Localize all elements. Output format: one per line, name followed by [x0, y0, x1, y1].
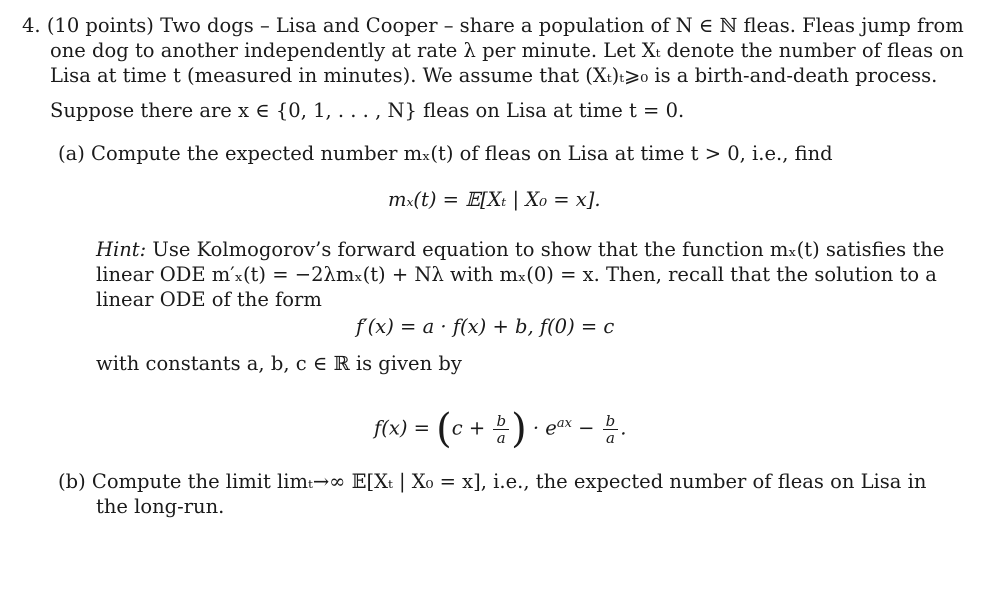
solution-minus: −: [578, 416, 595, 440]
solution-exp-base: · e: [532, 416, 557, 440]
hint-line-3: linear ODE of the form: [96, 288, 322, 311]
solution-exponent: ax: [556, 416, 572, 431]
solution-equation: [374, 402, 626, 451]
intro-line-3: Lisa at time t (measured in minutes). We assume that (Xₜ)ₜ⩾₀ is a birth-and-death process.: [50, 64, 938, 87]
suppose-line: Suppose there are x ∈ {0, 1, . . . , N} fleas on Lisa at time t = 0.: [50, 99, 685, 122]
part-b-label: (b): [58, 470, 86, 493]
right-paren: ): [511, 406, 527, 452]
part-b-text-1: Compute the limit limₜ→∞ 𝔼[Xₜ | X₀ = x], i.e., the expected number of fleas on Lisa in: [91, 470, 927, 493]
fraction-b-over-a: [493, 413, 509, 446]
fraction-denominator-2: a: [605, 428, 615, 447]
fraction-b-over-a-2: [603, 413, 619, 446]
solution-c: c +: [451, 416, 486, 440]
part-b-line-2: the long-run.: [96, 495, 225, 518]
solution-lhs: f(x) =: [374, 416, 430, 440]
left-paren: (: [436, 406, 452, 452]
expectation-equation: mₓ(t) = 𝔼[Xₜ | X₀ = x].: [388, 188, 601, 211]
solution-period: .: [620, 416, 627, 440]
intro-line-2: one dog to another independently at rate λ per minute. Let Xₜ denote the number of fleas on: [50, 39, 964, 62]
fraction-numerator-2: b: [603, 413, 619, 430]
intro-text-1: Two dogs – Lisa and Cooper – share a population of N ∈ ℕ fleas. Fleas jump from: [160, 14, 964, 37]
problem-number: 4.: [22, 14, 41, 37]
intro-line-1: [22, 14, 964, 38]
hint-label: Hint:: [96, 238, 147, 261]
problem-points: (10 points): [46, 14, 154, 37]
hint-text-1: Use Kolmogorov’s forward equation to show that the function mₓ(t) satisfies the: [152, 238, 945, 261]
fraction-numerator: b: [493, 413, 509, 430]
ode-equation: f′(x) = a · f(x) + b, f(0) = c: [356, 315, 615, 338]
hint-line-1: [96, 238, 944, 262]
hint-line-2: linear ODE m′ₓ(t) = −2λmₓ(t) + Nλ with mₓ(0) = x. Then, recall that the solution to a: [96, 263, 937, 286]
part-a-text: Compute the expected number mₓ(t) of fleas on Lisa at time t > 0, i.e., find: [91, 142, 833, 165]
constants-line: with constants a, b, c ∈ ℝ is given by: [96, 352, 462, 375]
part-b-line-1: [58, 470, 926, 494]
part-a-label: (a): [58, 142, 85, 165]
part-a-question: [58, 142, 833, 166]
fraction-denominator: a: [496, 428, 506, 447]
